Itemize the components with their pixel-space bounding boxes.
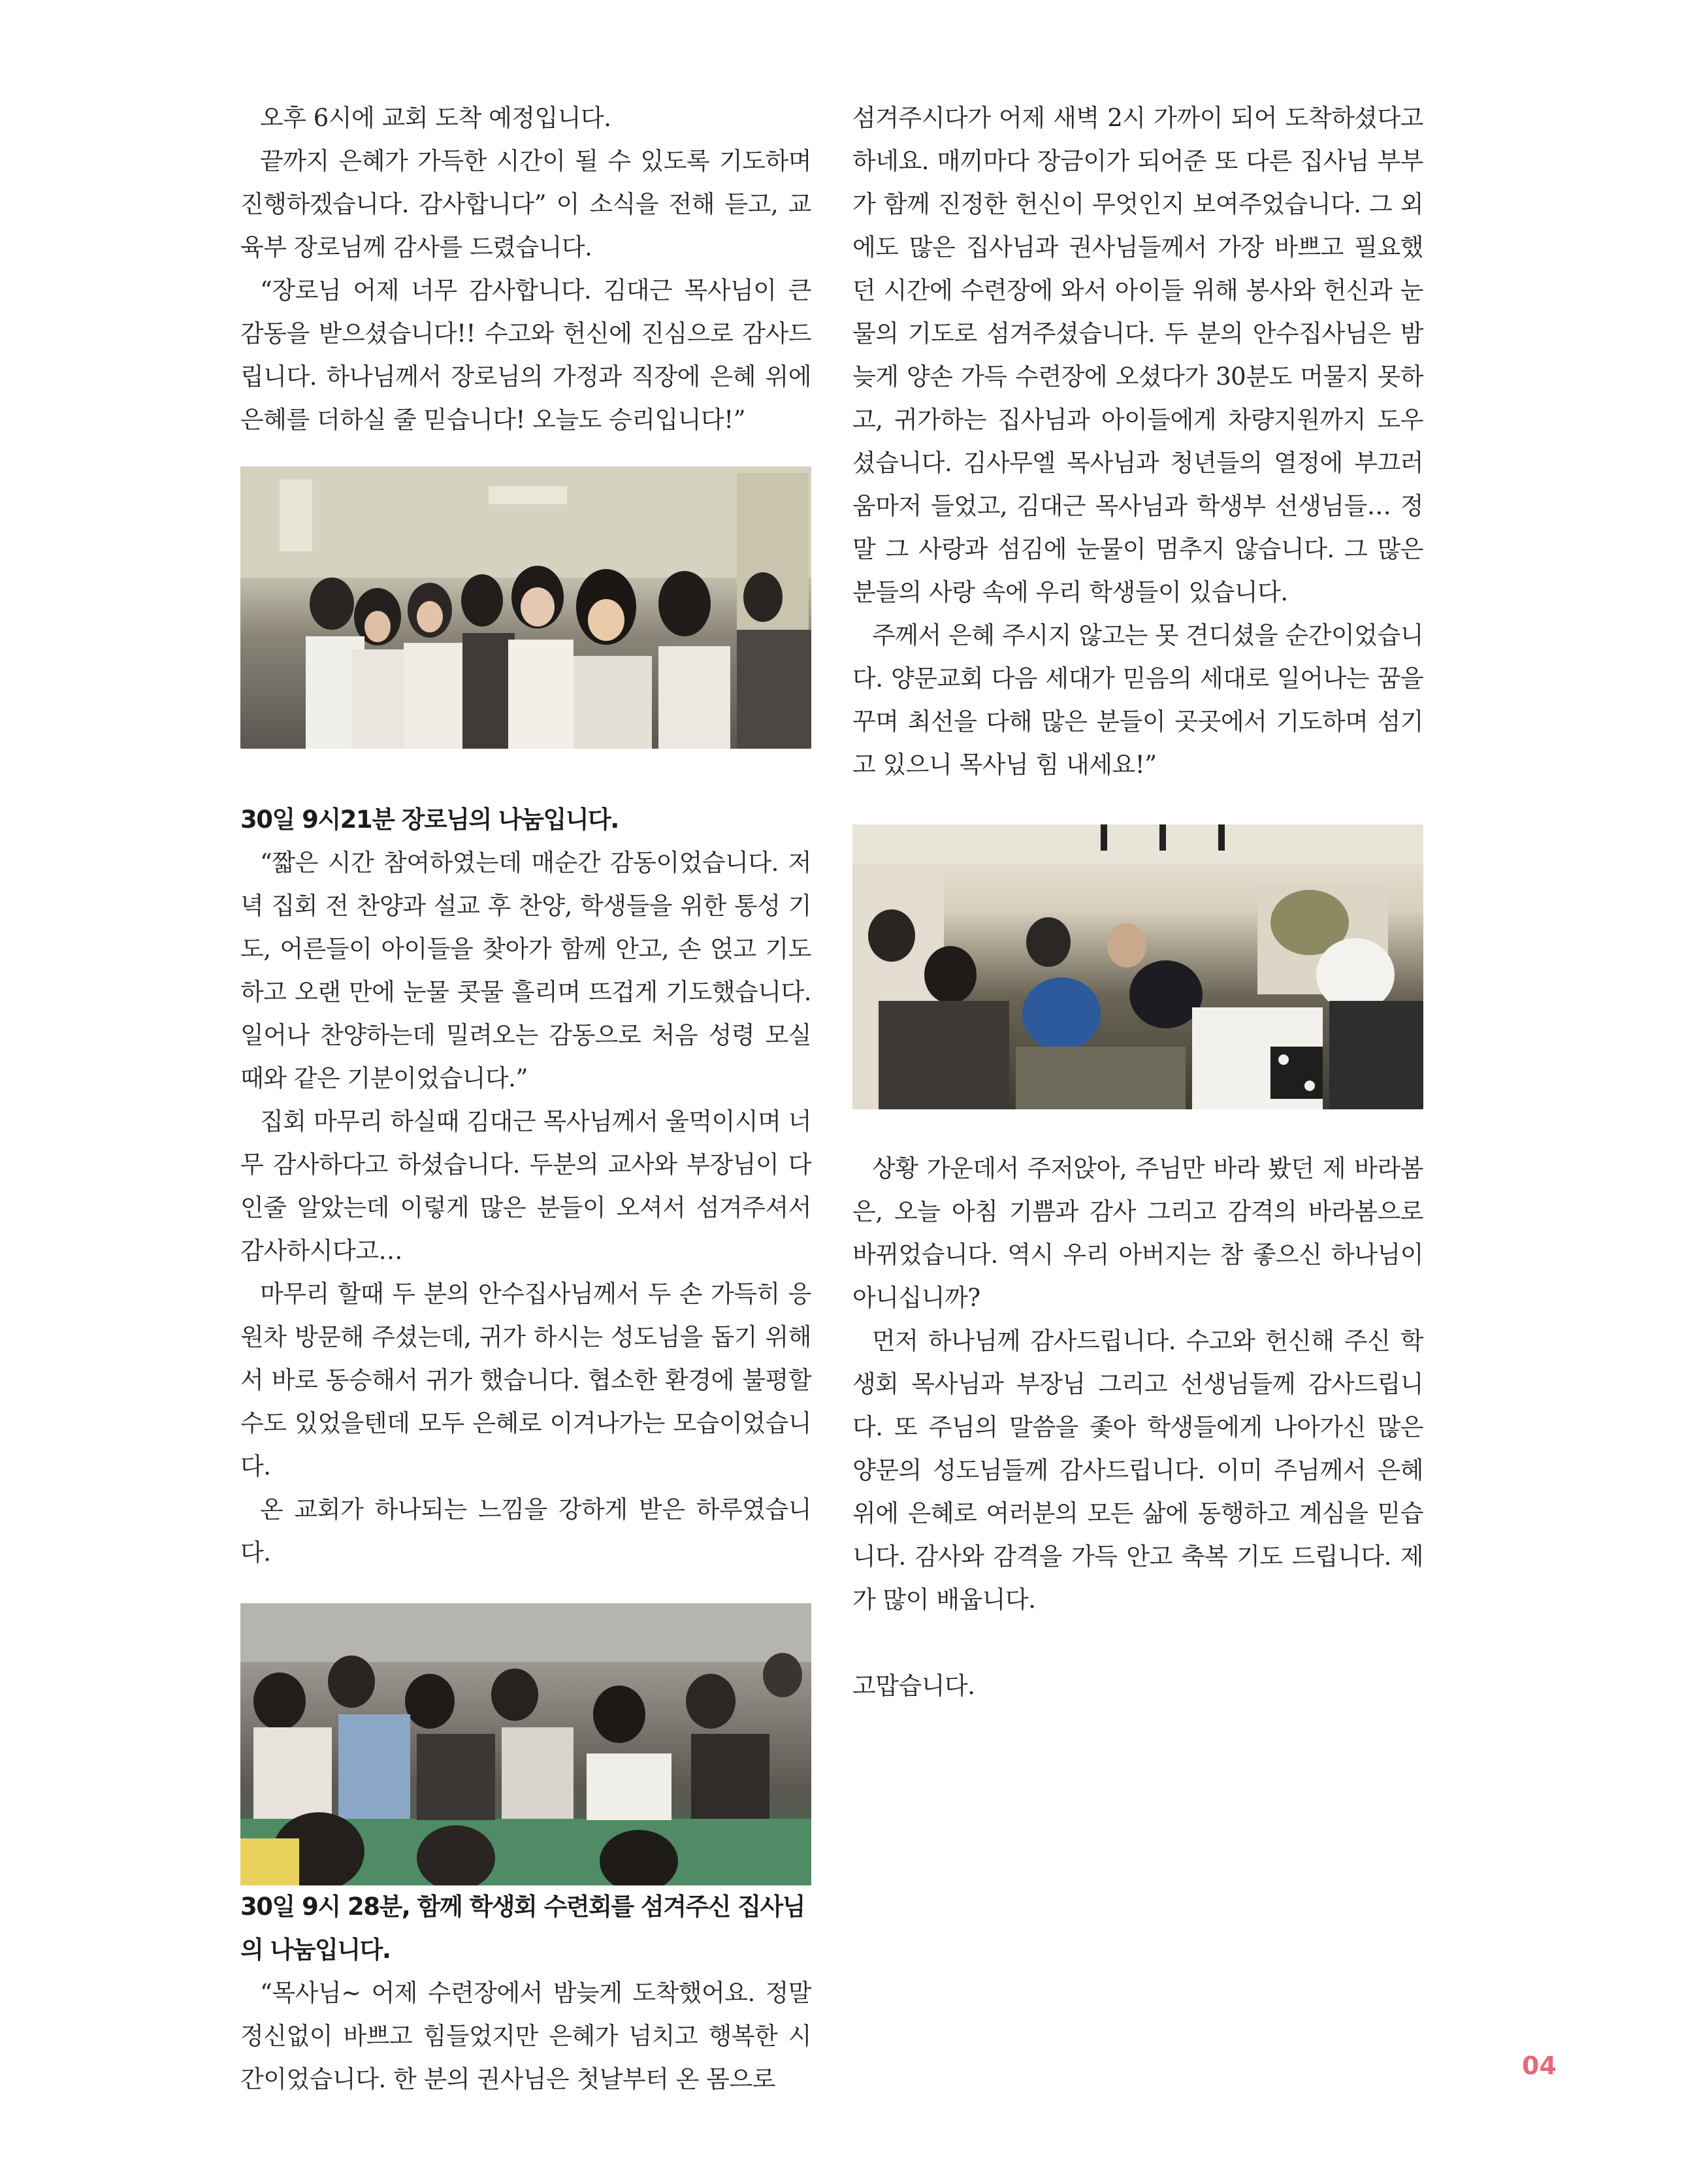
photo-museum-visit (852, 824, 1423, 1109)
left-column (240, 97, 811, 2101)
paragraph: 섬겨주시다가 어제 새벽 2시 가까이 되어 도착하셨다고 하네요. 매끼마다 장금이가 되어준 또 다른 집사님 부부가 함께 진정한 헌신이 무엇인지 보여주었습니다. 그 외에도 많은 집사님과 권사님들께서 가장 바쁘고 필요했던 시간에 수련장에 와서 아이들 위해 봉사와 헌신과 눈물의 기도로 섬겨주셨습니다. 두 분의 안수집사님은 밤늦게 양손 가득 수련장에 오셨다가 30분도 머물지 못하고, 귀가하는 집사님과 아이들에게 차량지원까지 도우셨습니다. 김사무엘 목사님과 청년들의 열정에 부끄러움마저 들었고, 김대근 목사님과 학생부 선생님들… 정말 그 사랑과 섬김에 눈물이 멈추지 않습니다. 그 많은 분들의 사랑 속에 우리 학생들이 있습니다. (852, 104, 1423, 606)
right-column (852, 97, 1423, 1708)
paragraph: 오후 6시에 교회 도착 예정입니다. (260, 104, 611, 132)
photo-students-praying-graphic (240, 1603, 811, 1885)
section-heading: 30일 9시 28분, 함께 학생회 수련회를 섬겨주신 집사님의 나눔입니다. (240, 1893, 805, 1964)
closing-text: 고맙습니다. (852, 1672, 975, 1700)
photo-museum-visit-graphic (852, 824, 1423, 1109)
section-heading: 30일 9시21분 장로님의 나눔입니다. (240, 806, 619, 834)
photo-students-singing-graphic (240, 466, 811, 749)
paragraph: 마무리 할때 두 분의 안수집사님께서 두 손 가득히 응원차 방문해 주셨는데, 귀가 하시는 성도님을 돕기 위해서 바로 동승해서 귀가 했습니다. 협소한 환경에 불평할수도 있었을텐데 모두 은혜로 이겨나가는 모습이었습니다. (240, 1280, 811, 1480)
paragraph: “목사님~ 어제 수련장에서 밤늦게 도착했어요. 정말 정신없이 바쁘고 힘들었지만 은혜가 넘치고 행복한 시간이었습니다. 한 분의 권사님은 첫날부터 온 몸으로 (240, 1979, 811, 2093)
photo-students-singing (240, 466, 811, 749)
paragraph: “장로님 어제 너무 감사합니다. 김대근 목사님이 큰 감동을 받으셨습니다!! 수고와 헌신에 진심으로 감사드립니다. 하나님께서 장로님의 가정과 직장에 은혜 위에 은혜를 더하실 줄 믿습니다! 오늘도 승리입니다!” (240, 276, 811, 434)
paragraph: 상황 가운데서 주저앉아, 주님만 바라 봤던 제 바라봄은, 오늘 아침 기쁨과 감사 그리고 감격의 바라봄으로 바뀌었습니다. 역시 우리 아버지는 참 좋으신 하나님이 아니십니까? (852, 1154, 1423, 1312)
paragraph: 먼저 하나님께 감사드립니다. 수고와 헌신해 주신 학생회 목사님과 부장님 그리고 선생님들께 감사드립니다. 또 주님의 말씀을 좇아 학생들에게 나아가신 많은 양문의 성도님들께 감사드립니다. 이미 주님께서 은혜 위에 은혜로 여러분의 모든 삶에 동행하고 계심을 믿습니다. 감사와 감격을 가득 안고 축복 기도 드립니다. 제가 많이 배웁니다. (852, 1327, 1423, 1614)
paragraph: 온 교회가 하나되는 느낌을 강하게 받은 하루였습니다. (240, 1495, 811, 1567)
paragraph: 끝까지 은혜가 가득한 시간이 될 수 있도록 기도하며 진행하겠습니다. 감사합니다” 이 소식을 전해 듣고, 교육부 장로님께 감사를 드렸습니다. (240, 147, 811, 261)
photo-students-praying (240, 1603, 811, 1885)
paragraph: 집회 마무리 하실때 김대근 목사님께서 울먹이시며 너무 감사하다고 하셨습니다. 두분의 교사와 부장님이 다인줄 알았는데 이렇게 많은 분들이 오셔서 섬겨주셔서 감사하시다고… (240, 1107, 811, 1265)
paragraph: “짧은 시간 참여하였는데 매순간 감동이었습니다. 저녁 집회 전 찬양과 설교 후 찬양, 학생들을 위한 통성 기도, 어른들이 아이들을 찾아가 함께 안고, 손 얹고 기도하고 오랜 만에 눈물 콧물 흘리며 뜨겁게 기도했습니다. 일어나 찬양하는데 밀려오는 감동으로 처음 성령 모실 때와 같은 기분이었습니다.” (240, 849, 811, 1092)
paragraph: 주께서 은혜 주시지 않고는 못 견디셨을 순간이었습니다. 양문교회 다음 세대가 믿음의 세대로 일어나는 꿈을 꾸며 최선을 다해 많은 분들이 곳곳에서 기도하며 섬기고 있으니 목사님 힘 내세요!” (852, 621, 1423, 779)
page-number: 04 (1522, 2051, 1557, 2080)
